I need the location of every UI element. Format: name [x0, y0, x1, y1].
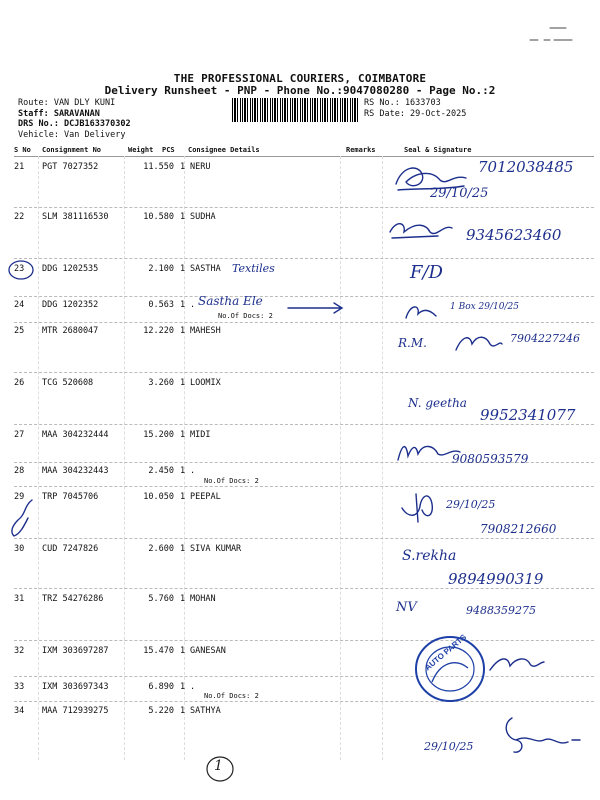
row-sno: 28	[14, 466, 25, 476]
row-consignment: DDG 1202352	[42, 300, 99, 310]
row-consignment: IXM 303697343	[42, 682, 109, 692]
col-pcs: PCS	[162, 146, 175, 154]
signature-32	[486, 650, 546, 680]
route-info	[18, 98, 131, 140]
circle-mark-23	[6, 258, 36, 282]
row-consignment: TCG 520608	[42, 378, 94, 388]
row-consignee: MOHAN	[190, 594, 216, 604]
row-consignment: MAA 304232443	[42, 466, 109, 476]
col-guide	[340, 156, 341, 760]
row-divider	[14, 258, 594, 259]
handwritten-textiles: Textiles	[232, 262, 275, 275]
row-sno: 21	[14, 162, 25, 172]
col-guide	[184, 156, 185, 760]
hand-scribble-29	[4, 496, 38, 540]
row-sno: 22	[14, 212, 25, 222]
row-weight: 5.220	[148, 706, 174, 716]
row-consignment: TRZ 54276286	[42, 594, 104, 604]
row-consignee: SATHYA	[190, 706, 221, 716]
row-pcs: 1	[180, 544, 186, 554]
table-row	[14, 706, 414, 720]
header-divider	[14, 156, 594, 157]
col-consignee: Consignee Details	[188, 146, 260, 154]
staff: Staff: SARAVANAN	[18, 108, 100, 119]
row-divider	[14, 296, 594, 297]
drs-no: DRS No.: DCJB163370302	[18, 119, 131, 129]
handwritten-phone: 9345623460	[466, 226, 562, 244]
table-row	[14, 492, 414, 506]
table-row	[14, 162, 414, 176]
row-sno: 29	[14, 492, 25, 502]
row-sno: 25	[14, 326, 25, 336]
row-pcs: 1	[180, 212, 186, 222]
row-docs: No.Of Docs: 2	[218, 312, 273, 320]
row-consignment: CUD 7247826	[42, 544, 99, 554]
row-divider	[14, 372, 594, 373]
handwritten-date: 29/10/25	[446, 498, 496, 511]
stamp-text: AUTO PARTS	[423, 632, 469, 673]
signature-24	[402, 300, 442, 324]
col-guide	[382, 156, 383, 760]
row-consignee: .	[190, 466, 196, 476]
row-weight: 2.100	[148, 264, 174, 274]
row-consignment: MTR 2680047	[42, 326, 99, 336]
handwritten-phone: 9080593579	[452, 452, 529, 466]
col-weight: Weight	[128, 146, 154, 154]
page-mark: 1	[214, 758, 223, 774]
row-weight: 6.890	[148, 682, 174, 692]
handwritten-box-note: 1 Box 29/10/25	[450, 302, 519, 312]
handwritten-name: N. geetha	[408, 396, 467, 410]
company-name: THE PROFESSIONAL COURIERS, COIMBATORE	[173, 72, 427, 85]
row-weight: 2.450	[148, 466, 174, 476]
signature-25	[452, 330, 504, 358]
row-pcs: 1	[180, 300, 186, 310]
handwritten-phone: 7012038485	[478, 158, 574, 176]
row-pcs: 1	[180, 162, 186, 172]
row-sno: 31	[14, 594, 25, 604]
handwritten-phone: 9894990319	[448, 570, 544, 588]
row-sno: 33	[14, 682, 25, 692]
row-consignee: SIVA KUMAR	[190, 544, 242, 554]
row-consignment: PGT 7027352	[42, 162, 99, 172]
row-sno: 34	[14, 706, 25, 716]
row-pcs: 1	[180, 326, 186, 336]
row-consignment: TRP 7045706	[42, 492, 99, 502]
row-sno: 32	[14, 646, 25, 656]
row-pcs: 1	[180, 378, 186, 388]
col-guide	[38, 156, 39, 760]
row-docs: No.Of Docs: 2	[204, 477, 259, 485]
row-consignment: IXM 303697287	[42, 646, 109, 656]
table-row	[14, 378, 414, 392]
rs-info	[364, 98, 466, 119]
row-divider	[14, 486, 594, 487]
row-sno: 26	[14, 378, 25, 388]
route: Route: VAN DLY KUNI	[18, 98, 116, 108]
row-weight: 2.600	[148, 544, 174, 554]
row-consignee: .	[190, 682, 196, 692]
handwritten-phone: 7904227246	[510, 332, 580, 345]
handwritten-note: Sastha Ele	[198, 294, 263, 308]
table-row	[14, 594, 414, 608]
row-consignee: NERU	[190, 162, 211, 172]
handwritten-date: 29/10/25	[424, 740, 474, 753]
col-consignment: Consignment No	[42, 146, 102, 154]
row-divider	[14, 640, 594, 641]
handwritten-phone: 9488359275	[466, 604, 536, 617]
signature-22	[386, 216, 456, 244]
vehicle: Vehicle: Van Delivery	[18, 129, 126, 140]
row-consignment: MAA 712939275	[42, 706, 109, 716]
row-divider	[14, 424, 594, 425]
table-row	[14, 430, 414, 444]
row-weight: 15.200	[143, 430, 174, 440]
table-row	[14, 646, 414, 660]
runsheet-title: Delivery Runsheet - PNP - Phone No.:9047080280 - Page No.:2	[104, 84, 496, 97]
table-row	[14, 212, 414, 226]
row-sno: 27	[14, 430, 25, 440]
row-weight: 15.470	[143, 646, 174, 656]
handwritten-date: 29/10/25	[430, 186, 489, 201]
row-consignee: MAHESH	[190, 326, 221, 336]
row-consignment: SLM 381116530	[42, 212, 109, 222]
row-docs: No.Of Docs: 2	[204, 692, 259, 700]
table-row	[14, 544, 414, 558]
row-weight: 3.260	[148, 378, 174, 388]
row-consignee: SASTHA	[190, 264, 221, 274]
col-seal: Seal & Signature	[404, 146, 472, 154]
col-guide	[124, 156, 125, 760]
handwritten-phone: 7908212660	[480, 522, 557, 536]
row-weight: 0.563	[148, 300, 174, 310]
table-row	[14, 264, 414, 278]
row-pcs: 1	[180, 492, 186, 502]
rs-no: RS No.: 1633703	[364, 98, 441, 108]
row-divider	[14, 588, 594, 589]
row-pcs: 1	[180, 264, 186, 274]
row-divider	[14, 538, 594, 539]
row-sno: 30	[14, 544, 25, 554]
row-consignee: GANESAN	[190, 646, 226, 656]
table-row	[14, 326, 414, 340]
row-weight: 5.760	[148, 594, 174, 604]
arrow-24	[286, 300, 346, 314]
row-consignment: DDG 1202535	[42, 264, 99, 274]
row-sno: 24	[14, 300, 25, 310]
row-divider	[14, 701, 594, 702]
row-divider	[14, 322, 594, 323]
col-sno: S No	[14, 146, 31, 154]
row-pcs: 1	[180, 706, 186, 716]
row-pcs: 1	[180, 682, 186, 692]
row-pcs: 1	[180, 646, 186, 656]
row-weight: 12.220	[143, 326, 174, 336]
rs-date: RS Date: 29-Oct-2025	[364, 108, 467, 119]
row-weight: 10.050	[143, 492, 174, 502]
row-weight: 10.580	[143, 212, 174, 222]
row-consignment: MAA 304232444	[42, 430, 109, 440]
corner-scribble	[520, 24, 580, 48]
row-consignee: MIDI	[190, 430, 211, 440]
row-divider	[14, 207, 594, 208]
row-sno: 23	[14, 264, 25, 274]
row-pcs: 1	[180, 430, 186, 440]
row-weight: 11.550	[143, 162, 174, 172]
handwritten-name: S.rekha	[402, 548, 457, 564]
row-consignee: PEEPAL	[190, 492, 221, 502]
row-pcs: 1	[180, 466, 186, 476]
signature-29	[396, 488, 446, 526]
row-pcs: 1	[180, 594, 186, 604]
signature-34	[496, 710, 586, 760]
col-remarks: Remarks	[346, 146, 376, 154]
row-consignee: .	[190, 300, 196, 310]
row-consignee: SUDHA	[190, 212, 216, 222]
handwritten-name: NV	[396, 600, 417, 615]
row-consignee: LOOMIX	[190, 378, 221, 388]
handwritten-initial: R.M.	[398, 336, 427, 350]
handwritten-phone: 9952341077	[480, 406, 576, 424]
handwritten-fd: F/D	[410, 262, 443, 283]
barcode	[232, 98, 358, 122]
